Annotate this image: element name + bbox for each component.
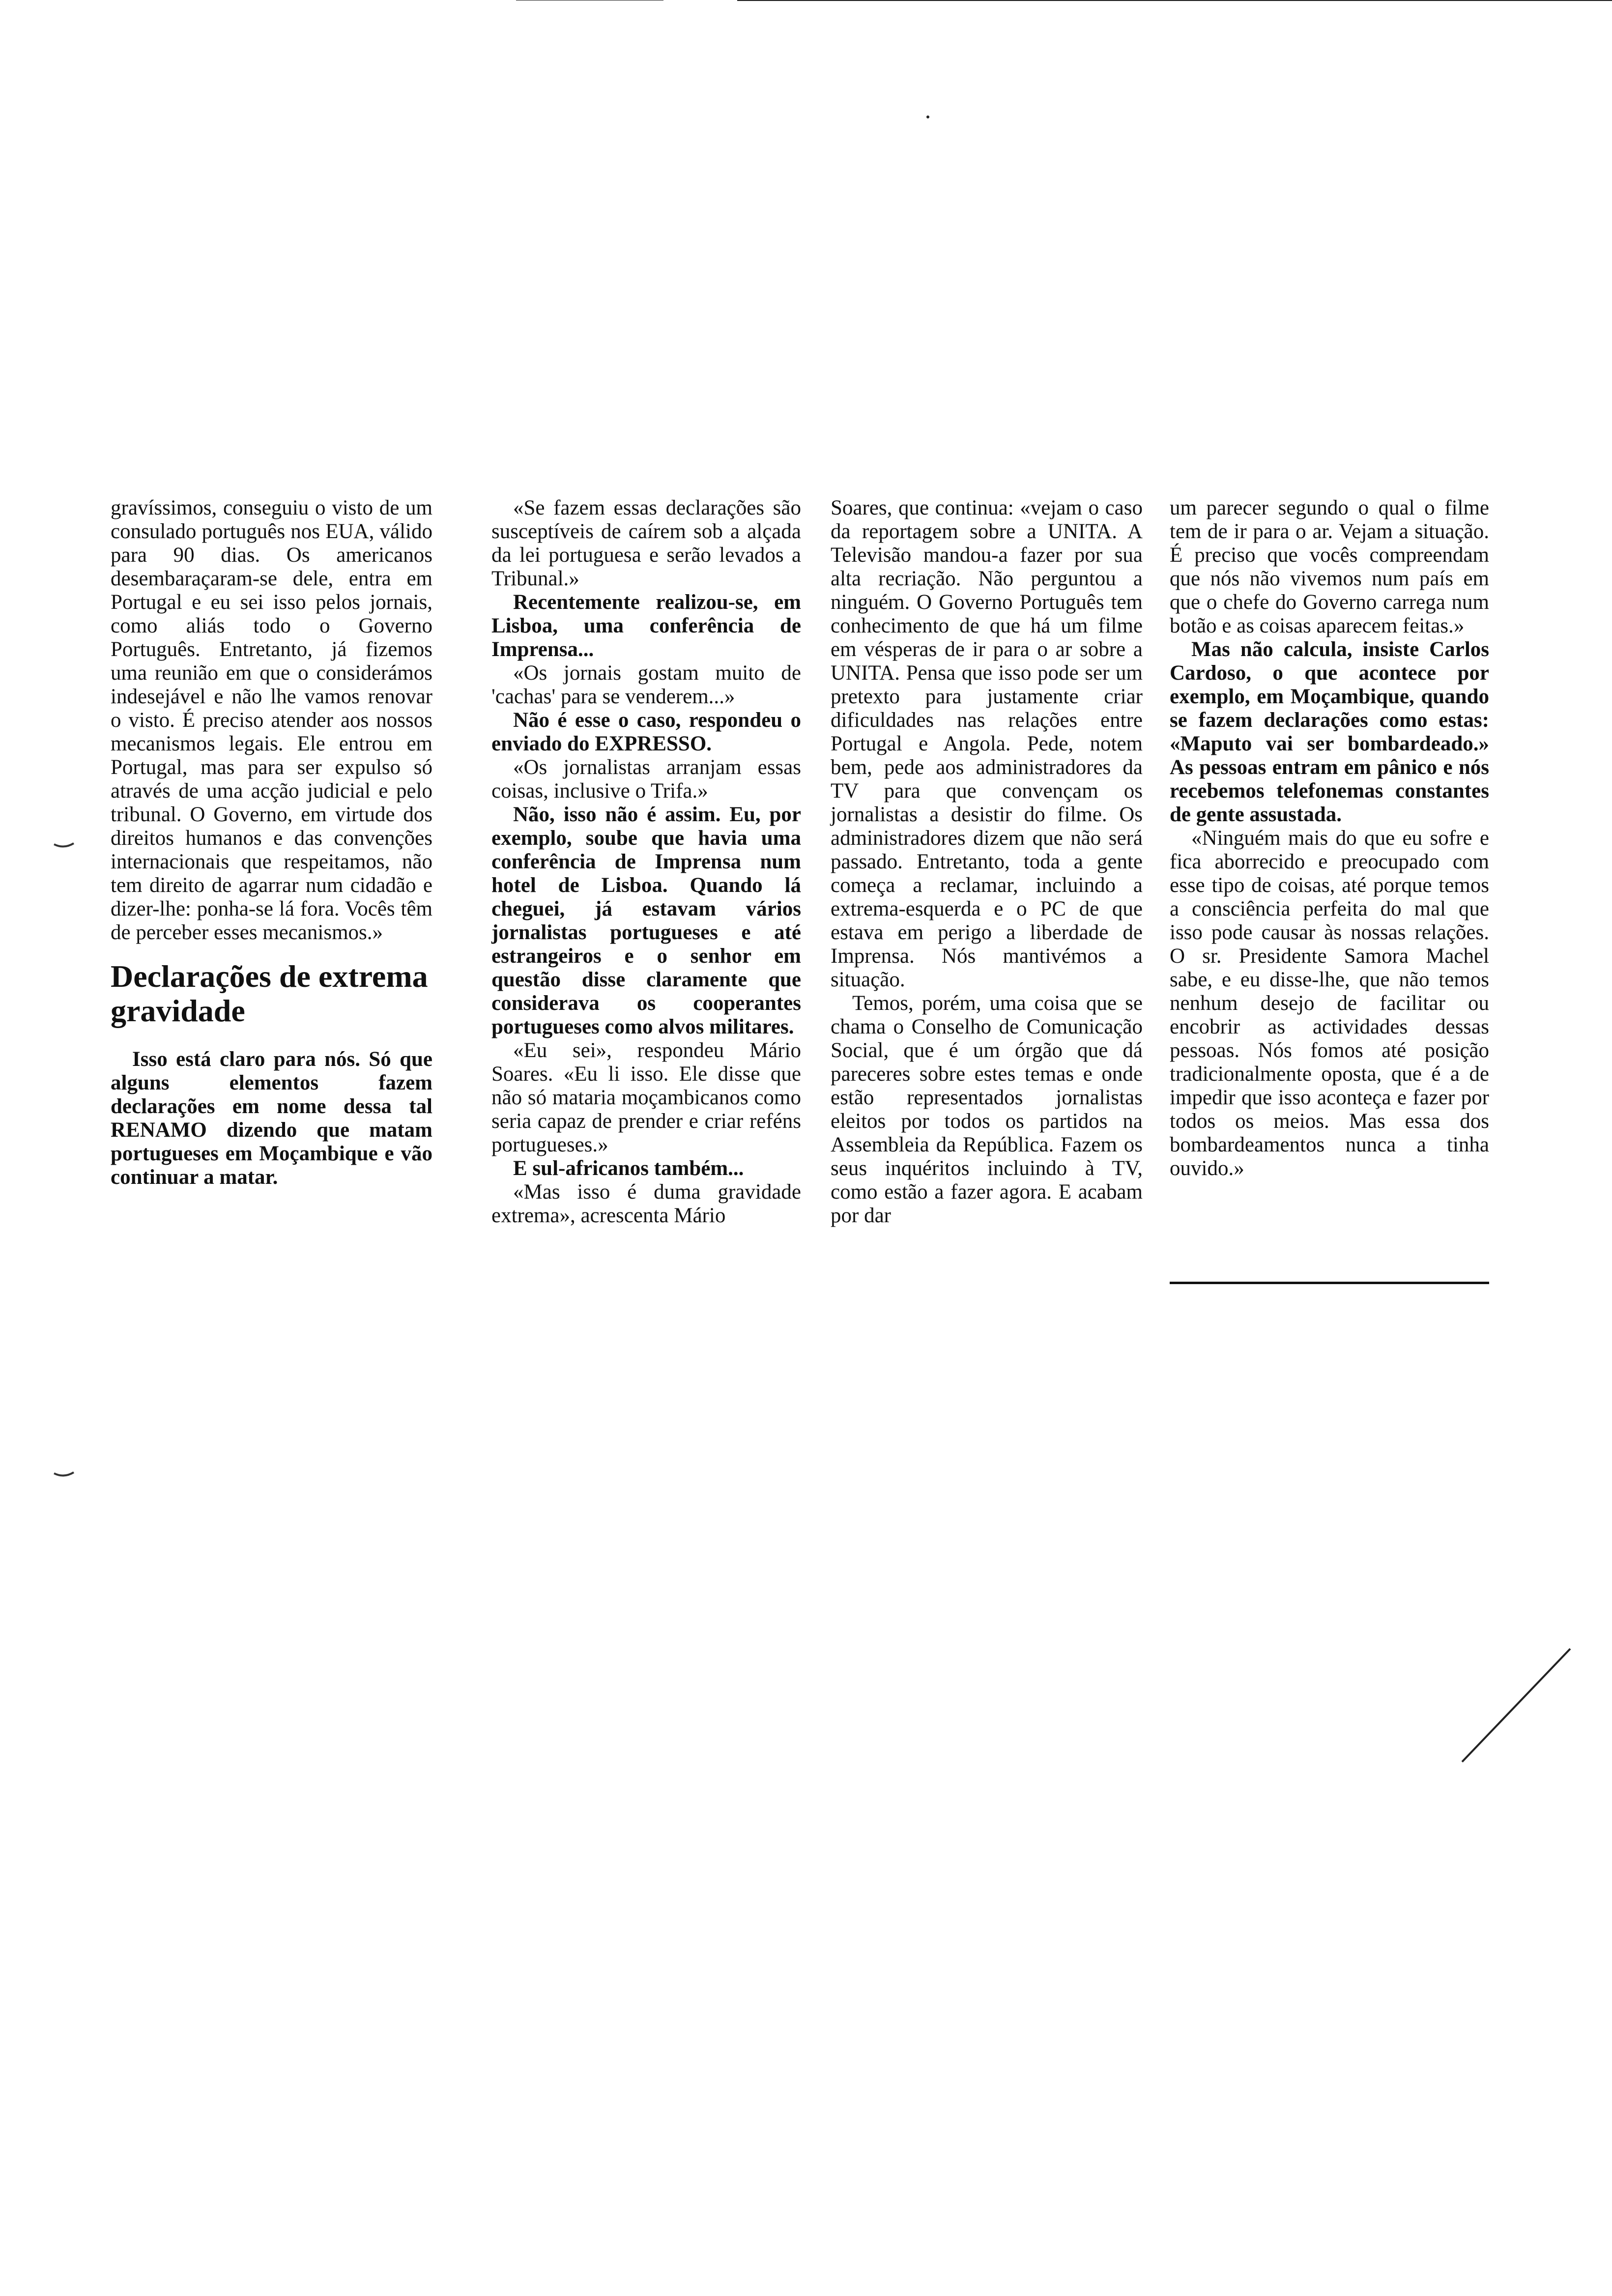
col4-paragraph-1: um parecer segundo o qual o filme tem de ir para o ar. Vejam a situação. É preciso que vocês compreendam que nós não vivemos num país em que o chefe do Governo carrega num botão e as coisas aparecem feitas.» — [1170, 496, 1489, 637]
col4-paragraph-2: «Ninguém mais do que eu sofre e fica aborrecido e preocupado com esse tipo de coisas, até porque temos a consciência perfeita do mal que isso pode causar às nossas relações. O sr. Presidente Samora Machel sabe, e eu disse-lhe, que não temos nenhum desejo de facilitar ou encobrir as actividades dessas pessoas. Nós fomos até posição tradicionalmente oposta, que é a de impedir que isso aconteça e fazer por todos os meios. Mas essa dos bombardeamentos nunca a tinha ouvido.» — [1170, 827, 1489, 1180]
col1-paragraph-1: gravíssimos, conseguiu o visto de um consulado português nos EUA, válido para 90 dias. Os americanos desembaraçaram-se dele, entra em Portugal e eu sei isso pelos jornais, como aliás todo o Governo Português. Entretanto, já fizemos uma reunião em que o considerámos indesejável e não lhe vamos renovar o visto. É preciso atender aos nossos mecanismos legais. Ele entrou em Portugal, mas para ser expulso só através de uma acção judicial e pelo tribunal. O Governo, em virtude dos direitos humanos e das convenções internacionais que respeitamos, não tem direito de agarrar num cidadão e dizer-lhe: ponha-se lá fora. Vocês têm de perceber esses mecanismos.» — [111, 496, 432, 944]
col2-question-2: Não é esse o caso, respondeu o enviado do EXPRESSO. — [491, 709, 801, 755]
col2-question-3: Não, isso não é assim. Eu, por exemplo, soube que havia uma conferência de Imprensa num hotel de Lisboa. Quando lá cheguei, já estavam vários jornalistas portugueses e até estrangeiros e o senhor em questão disse claramente que considerava os cooperantes portugueses como alvos militares. — [491, 803, 801, 1038]
col2-paragraph-1: «Se fazem essas declarações são susceptíveis de caírem sob a alçada da lei portuguesa e serão levados a Tribunal.» — [491, 496, 801, 590]
col2-paragraph-2: «Os jornais gostam muito de 'cachas' para se venderem...» — [491, 661, 801, 708]
diagonal-pen-stroke — [1462, 1649, 1570, 1762]
col2-question-4: E sul-africanos também... — [513, 1157, 744, 1180]
col4-question: Mas não calcula, insiste Carlos Cardoso, o que acontece por exemplo, em Moçambique, quando se fazem declarações como estas: «Maputo vai ser bombardeado.» As pessoas entram em pânico e nós recebemos telefonemas constantes de gente assustada. — [1170, 638, 1489, 826]
col2-question-1: Recentemente realizou-se, em Lisboa, uma conferência de Imprensa... — [491, 591, 801, 661]
col3-paragraph-1: Soares, que continua: «vejam o caso da reportagem sobre a UNITA. A Televisão mandou-a fazer por sua alta recriação. Não perguntou a ninguém. O Governo Português tem conhecimento de que há um filme em vésperas de ir para o ar sobre a UNITA. Pensa que isso pode ser um pretexto para justamente criar dificuldades nas relações entre Portugal e Angola. Pede, notem bem, pede aos administradores da TV para que convençam os jornalistas a desistir do filme. Os administradores dizem que não será passado. Entretanto, toda a gente começa a reclamar, incluindo a extrema-esquerda e o PC de que estava em perigo a liberdade de Imprensa. Nós mantivémos a situação. — [831, 496, 1143, 991]
col3-paragraph-2: Temos, porém, uma coisa que se chama o Conselho de Comunicação Social, que é um órgão que dá pareceres sobre estes temas e onde estão representados jornalistas eleitos por todos os partidos na Assembleia da República. Fazem os seus inquéritos incluindo à TV, como estão a fazer agora. E acabam por dar — [831, 992, 1143, 1227]
col2-paragraph-3: «Os jornalistas arranjam essas coisas, inclusive o Trifa.» — [491, 756, 801, 803]
col2-paragraph-4: «Eu sei», respondeu Mário Soares. «Eu li isso. Ele disse que não só mataria moçambicanos como seria capaz de prender e criar reféns portugueses.» — [491, 1039, 801, 1156]
col2-paragraph-5: «Mas isso é duma gravidade extrema», acrescenta Mário — [491, 1180, 801, 1227]
left-margin-stroke-2 — [54, 1472, 74, 1476]
col1-question: Isso está claro para nós. Só que alguns elementos fazem declarações em nome dessa tal RENAMO dizendo que matam portugueses em Moçambique e vão continuar a matar. — [111, 1048, 432, 1189]
section-heading: Declarações de extrema gravidade — [111, 959, 428, 1028]
left-margin-stroke-1 — [54, 843, 74, 847]
